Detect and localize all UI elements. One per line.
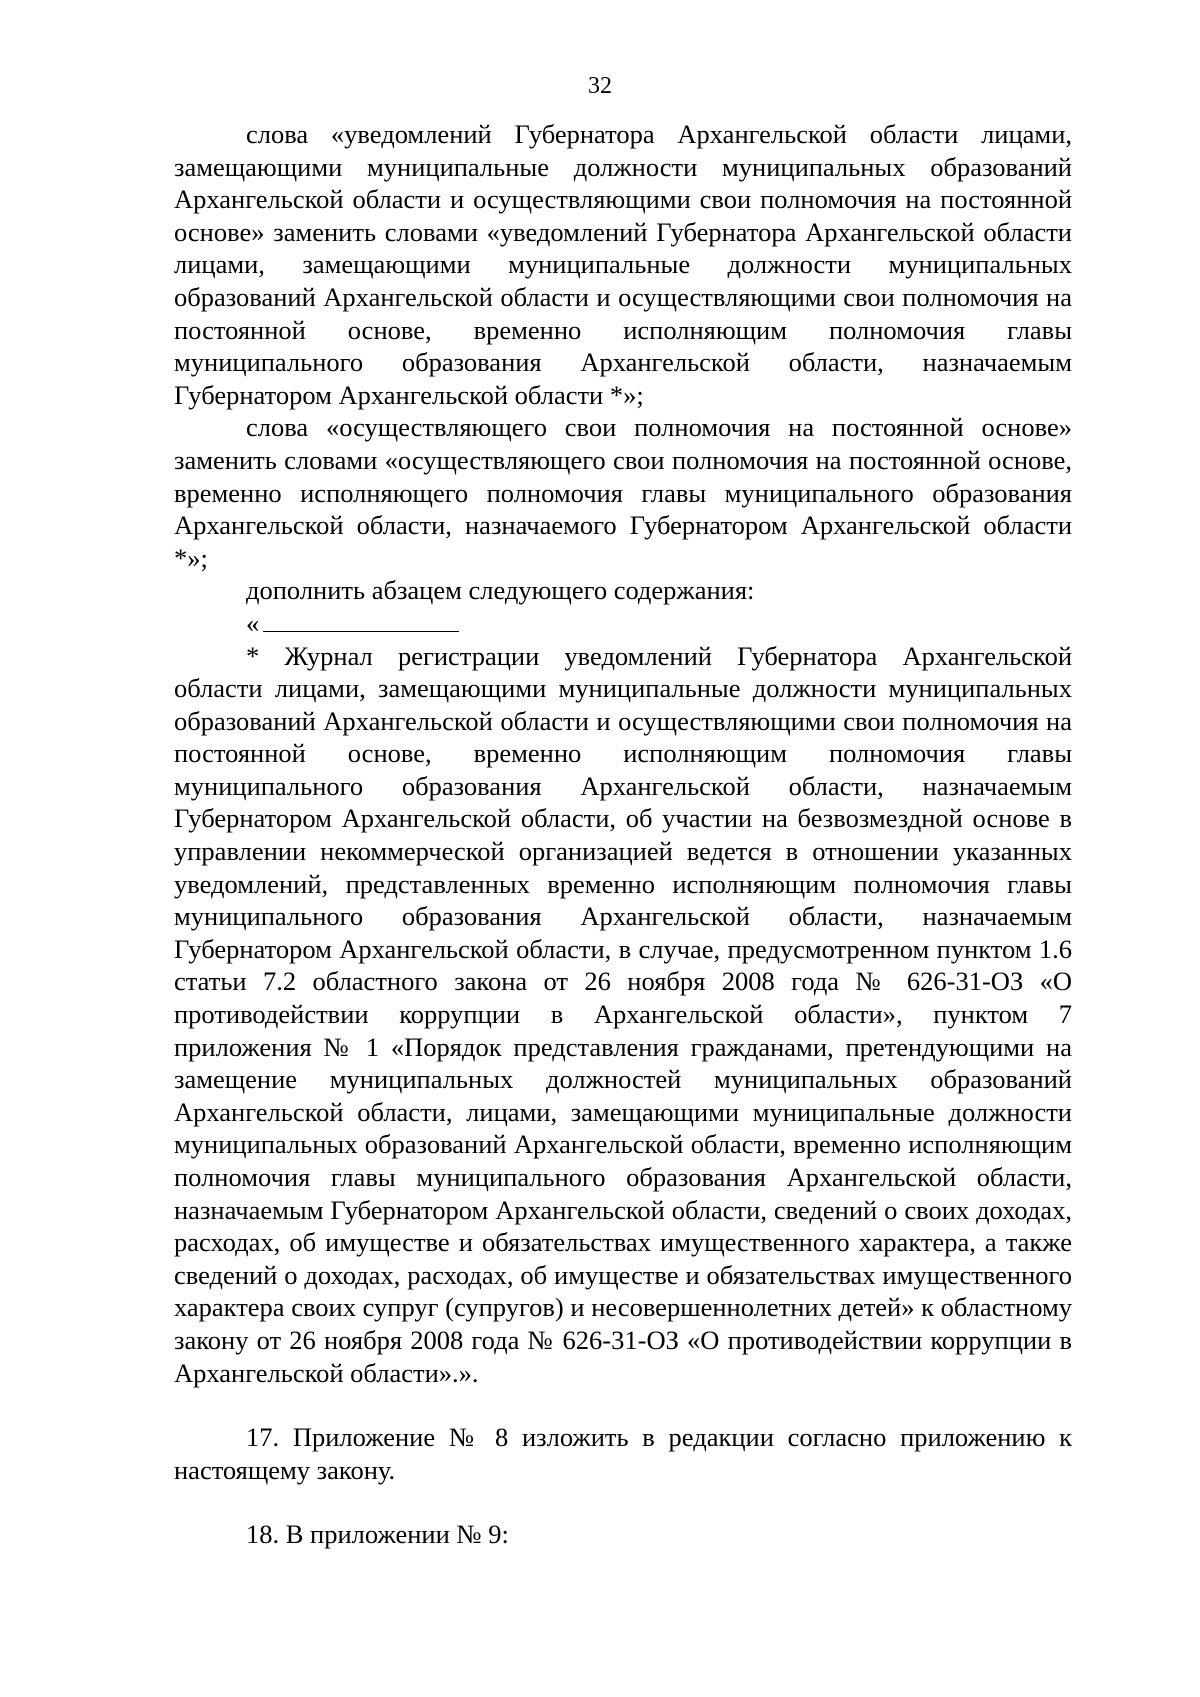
footnote-rule xyxy=(263,608,459,632)
document-body xyxy=(174,118,1072,1551)
item-17: 17. Приложение № 8 изложить в редакции согласно приложению к настоящему закону. xyxy=(174,1422,1072,1485)
paragraph-replace-words-1: слова «уведомлений Губернатора Архангельской области лицами, замещающими муниципальные должности муниципальных образований Архангельской области и осуществляющими свои полномочия на постоянной основе» заменить словами «уведомлений Губернатора Архангельской области лицами, замещающими муниципальные должности муниципальных образований Архангельской области и осуществляющими свои полномочия на постоянной основе, временно исполняющим полномочия главы муниципального образования Архангельской области, назначаемым Губернатором Архангельской области *»; xyxy=(174,119,1072,410)
page-number: 32 xyxy=(588,73,612,99)
paragraph-spacer xyxy=(174,1389,1072,1421)
paragraph-add-clause: дополнить абзацем следующего содержания: xyxy=(246,575,755,606)
footnote-separator-line xyxy=(174,607,1072,640)
footnote-journal-text: * Журнал регистрации уведомлений Губернатора Архангельской области лицами, замещающими муниципальные должности муниципальных образований Архангельской области и осуществляющими свои полномочия на постоянной основе, временно исполняющим полномочия главы муниципального образования Архангельской области, назначаемым Губернатором Архангельской области, об участии на безвозмездной основе в управлении некоммерческой организацией ведется в отношении указанных уведомлений, представленных временно исполняющим полномочия главы муниципального образования Архангельской области, назначаемым Губернатором Архангельской области, в случае, предусмотренном пунктом 1.6 статьи 7.2 областного закона от 26 ноября 2008 года № 626-31-ОЗ «О противодействии коррупции в Архангельской области», пунктом 7 приложения № 1 «Порядок представления гражданами, претендующими на замещение муниципальных должностей муниципальных образований Архангельской области, лицами, замещающими муниципальные должности муниципальных образований Архангельской области, временно исполняющим полномочия главы муниципального образования Архангельской области, назначаемым Губернатором Архангельской области, сведений о своих доходах, расходах, об имуществе и обязательствах имущественного характера, а также сведений о доходах, расходах, об имуществе и обязательствах имущественного характера своих супруг (супругов) и несовершеннолетних детей» к областному закону от 26 ноября 2008 года № 626-31-ОЗ «О противодействии коррупции в Архангельской области».». xyxy=(174,640,1072,1388)
footnote-open-quote: « xyxy=(246,607,260,638)
paragraph-spacer xyxy=(174,1486,1072,1518)
item-18: 18. В приложении № 9: xyxy=(246,1519,509,1550)
paragraph-replace-words-2: слова «осуществляющего свои полномочия на постоянной основе» заменить словами «осуществляющего свои полномочия на постоянной основе, временно исполняющего полномочия главы муниципального образования Архангельской области, назначаемого Губернатором Архангельской области *»; xyxy=(174,412,1072,573)
